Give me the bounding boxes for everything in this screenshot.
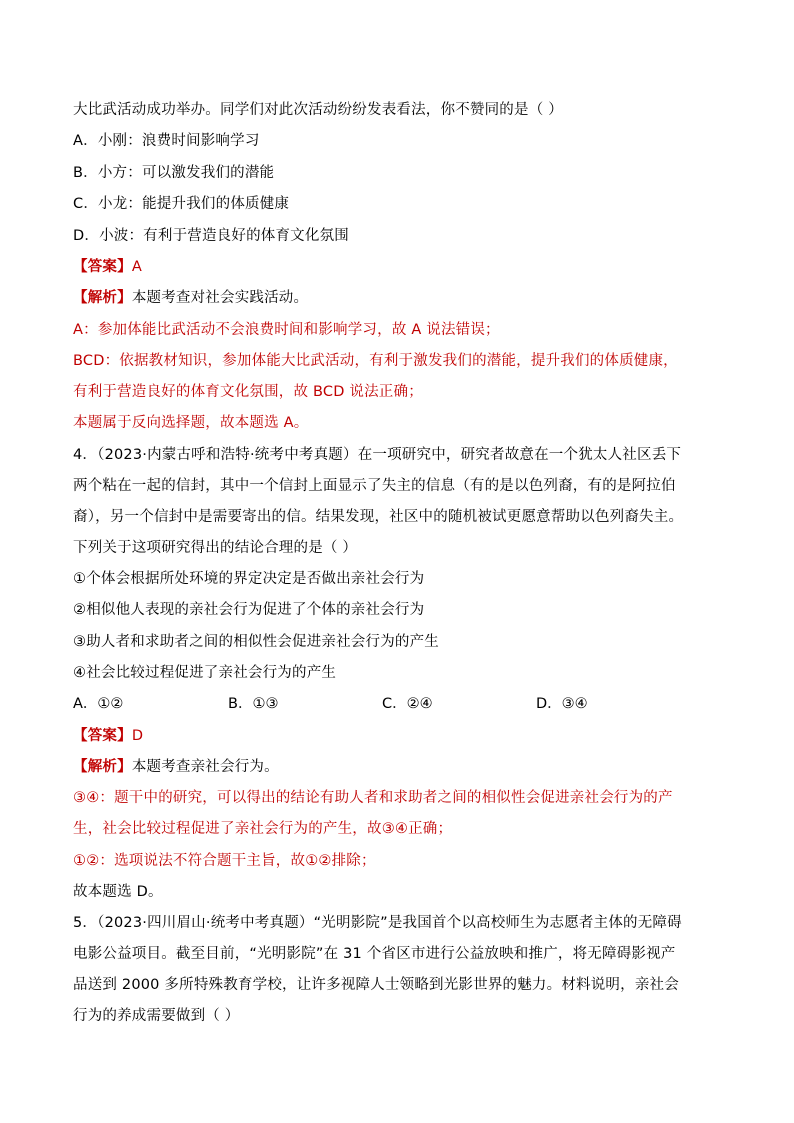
q4-statement-2: ②相似他人表现的亲社会行为促进了个体的亲社会行为 bbox=[73, 602, 425, 618]
q4-explain-line: 生，社会比较过程促进了亲社会行为的产生，故③④正确； bbox=[73, 821, 453, 837]
answer-value: A bbox=[131, 259, 142, 275]
q4-statement-3: ③助人者和求助者之间的相似性会促进亲社会行为的产生 bbox=[73, 634, 439, 650]
q4-analysis bbox=[73, 757, 279, 777]
q3-option-c: C．小龙：能提升我们的体质健康 bbox=[73, 196, 290, 212]
q4-stem-line: 裔），另一个信封中是需要寄出的信。结果发现，社区中的随机被试更愿意帮助以色列裔失主。 bbox=[73, 509, 684, 525]
q5-stem-line: 行为的养成需要做到（ ） bbox=[73, 1008, 240, 1024]
analysis-label: 【解析】 bbox=[73, 759, 132, 775]
analysis-label: 【解析】 bbox=[73, 290, 132, 306]
q3-option-a: A．小刚：浪费时间影响学习 bbox=[73, 133, 260, 149]
q3-stem: 大比武活动成功举办。同学们对此次活动纷纷发表看法，你不赞同的是（ ） bbox=[73, 102, 563, 118]
q4-statement-4: ④社会比较过程促进了亲社会行为的产生 bbox=[73, 665, 337, 681]
q5-stem-line: 5．（2023·四川眉山·统考中考真题）“光明影院”是我国首个以高校师生为志愿者主体的无障碍 bbox=[73, 915, 682, 931]
q4-explain-line: ③④：题干中的研究，可以得出的结论有助人者和求助者之间的相似性会促进亲社会行为的产 bbox=[73, 790, 673, 806]
q4-stem-line: 两个粘在一起的信封，其中一个信封上面显示了失主的信息（有的是以色列裔，有的是阿拉伯 bbox=[73, 478, 676, 494]
q4-stem-line: 4．（2023·内蒙古呼和浩特·统考中考真题）在一项研究中，研究者故意在一个犹太人社区丢下 bbox=[73, 447, 682, 463]
q3-explain-line: A：参加体能比武活动不会浪费时间和影响学习，故 A 说法错误； bbox=[73, 322, 500, 338]
q4-option-b: B．①③ bbox=[228, 696, 279, 712]
q4-explain-line: 故本题选 D。 bbox=[73, 884, 163, 900]
q3-explain-line: BCD：依据教材知识，参加体能大比武活动，有利于激发我们的潜能，提升我们的体质健康， bbox=[73, 353, 678, 369]
q4-option-d: D．③④ bbox=[536, 696, 588, 712]
q4-answer bbox=[73, 726, 143, 746]
q3-explain-line: 本题属于反向选择题，故本题选 A。 bbox=[73, 415, 309, 431]
q4-explain-line: ①②：选项说法不符合题干主旨，故①②排除； bbox=[73, 853, 376, 869]
q4-stem-line: 下列关于这项研究得出的结论合理的是（ ） bbox=[73, 540, 358, 556]
q4-statement-1: ①个体会根据所处环境的界定决定是否做出亲社会行为 bbox=[73, 571, 425, 587]
q5-stem-line: 品送到 2000 多所特殊教育学校，让许多视障人士领略到光影世界的魅力。材料说明，亲社会 bbox=[73, 977, 679, 993]
q4-option-a: A．①② bbox=[73, 696, 124, 712]
q3-answer bbox=[73, 257, 142, 277]
q3-option-b: B．小方：可以激发我们的潜能 bbox=[73, 165, 275, 181]
answer-label: 【答案】 bbox=[73, 259, 132, 275]
q5-stem-line: 电影公益项目。截至目前，“光明影院”在 31 个省区市进行公益放映和推广，将无障碍影视产 bbox=[73, 946, 676, 962]
analysis-text: 本题考查亲社会行为。 bbox=[131, 759, 279, 775]
analysis-text: 本题考查对社会实践活动。 bbox=[131, 290, 309, 306]
q3-explain-line: 有利于营造良好的体育文化氛围，故 BCD 说法正确； bbox=[73, 384, 423, 400]
q4-option-c: C．②④ bbox=[382, 696, 433, 712]
answer-label: 【答案】 bbox=[73, 728, 132, 744]
q3-analysis bbox=[73, 288, 308, 308]
q3-option-d: D．小波：有利于营造良好的体育文化氛围 bbox=[73, 228, 349, 244]
answer-value: D bbox=[131, 728, 144, 744]
